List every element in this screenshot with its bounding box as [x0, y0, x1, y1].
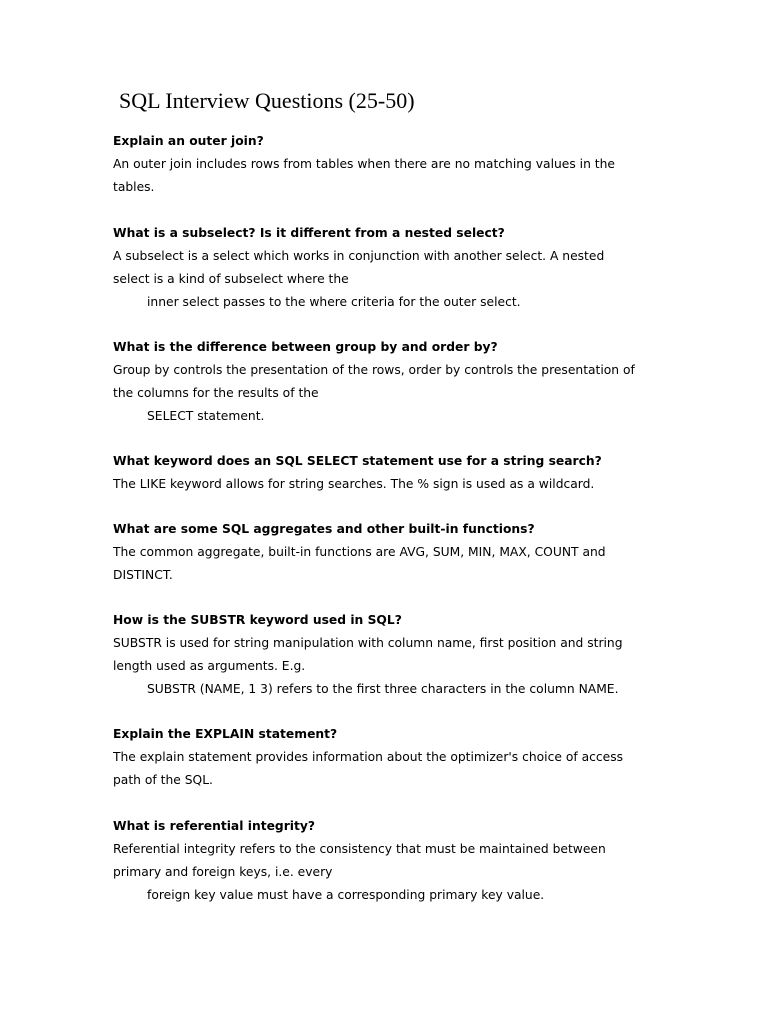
answer-line: primary and foreign keys, i.e. every [113, 865, 333, 879]
qa-item-explain [113, 723, 673, 792]
question-heading: What is the difference between group by and order by? [113, 340, 498, 354]
answer-line: select is a kind of subselect where the [113, 272, 349, 286]
qa-item-string-search [113, 450, 673, 496]
question-heading: What keyword does an SQL SELECT statement use for a string search? [113, 454, 602, 468]
answer-line: length used as arguments. E.g. [113, 659, 306, 673]
answer-line: path of the SQL. [113, 773, 213, 787]
question-heading: Explain an outer join? [113, 134, 264, 148]
answer-line: The common aggregate, built-in functions are AVG, SUM, MIN, MAX, COUNT and [113, 545, 606, 559]
answer-line-indented: SUBSTR (NAME, 1 3) refers to the first three characters in the column NAME. [147, 682, 619, 696]
question-heading: Explain the EXPLAIN statement? [113, 727, 338, 741]
qa-item-group-by-order-by [113, 336, 673, 428]
page-title: SQL Interview Questions (25-50) [119, 88, 415, 113]
question-heading: How is the SUBSTR keyword used in SQL? [113, 613, 402, 627]
answer-line-indented: foreign key value must have a corresponding primary key value. [147, 888, 545, 902]
qa-item-substr [113, 609, 673, 701]
question-heading: What are some SQL aggregates and other built-in functions? [113, 522, 535, 536]
answer-line: Group by controls the presentation of the rows, order by controls the presentation of [113, 363, 635, 377]
answer-line: An outer join includes rows from tables when there are no matching values in the [113, 157, 615, 171]
question-heading: What is a subselect? Is it different from a nested select? [113, 226, 505, 240]
answer-line: A subselect is a select which works in conjunction with another select. A nested [113, 249, 605, 263]
answer-line: The LIKE keyword allows for string searches. The % sign is used as a wildcard. [113, 477, 595, 491]
qa-item-referential-integrity [113, 815, 673, 907]
qa-item-aggregates [113, 518, 673, 587]
qa-item-subselect [113, 222, 673, 314]
answer-line: Referential integrity refers to the consistency that must be maintained between [113, 842, 606, 856]
answer-line: DISTINCT. [113, 568, 173, 582]
answer-line-indented: inner select passes to the where criteria for the outer select. [147, 295, 521, 309]
question-heading: What is referential integrity? [113, 819, 316, 833]
answer-line: SUBSTR is used for string manipulation with column name, first position and string [113, 636, 623, 650]
qa-item-outer-join [113, 130, 673, 199]
answer-line: the columns for the results of the [113, 386, 319, 400]
answer-line-indented: SELECT statement. [147, 409, 265, 423]
answer-line: tables. [113, 180, 155, 194]
answer-line: The explain statement provides information about the optimizer's choice of access [113, 750, 624, 764]
